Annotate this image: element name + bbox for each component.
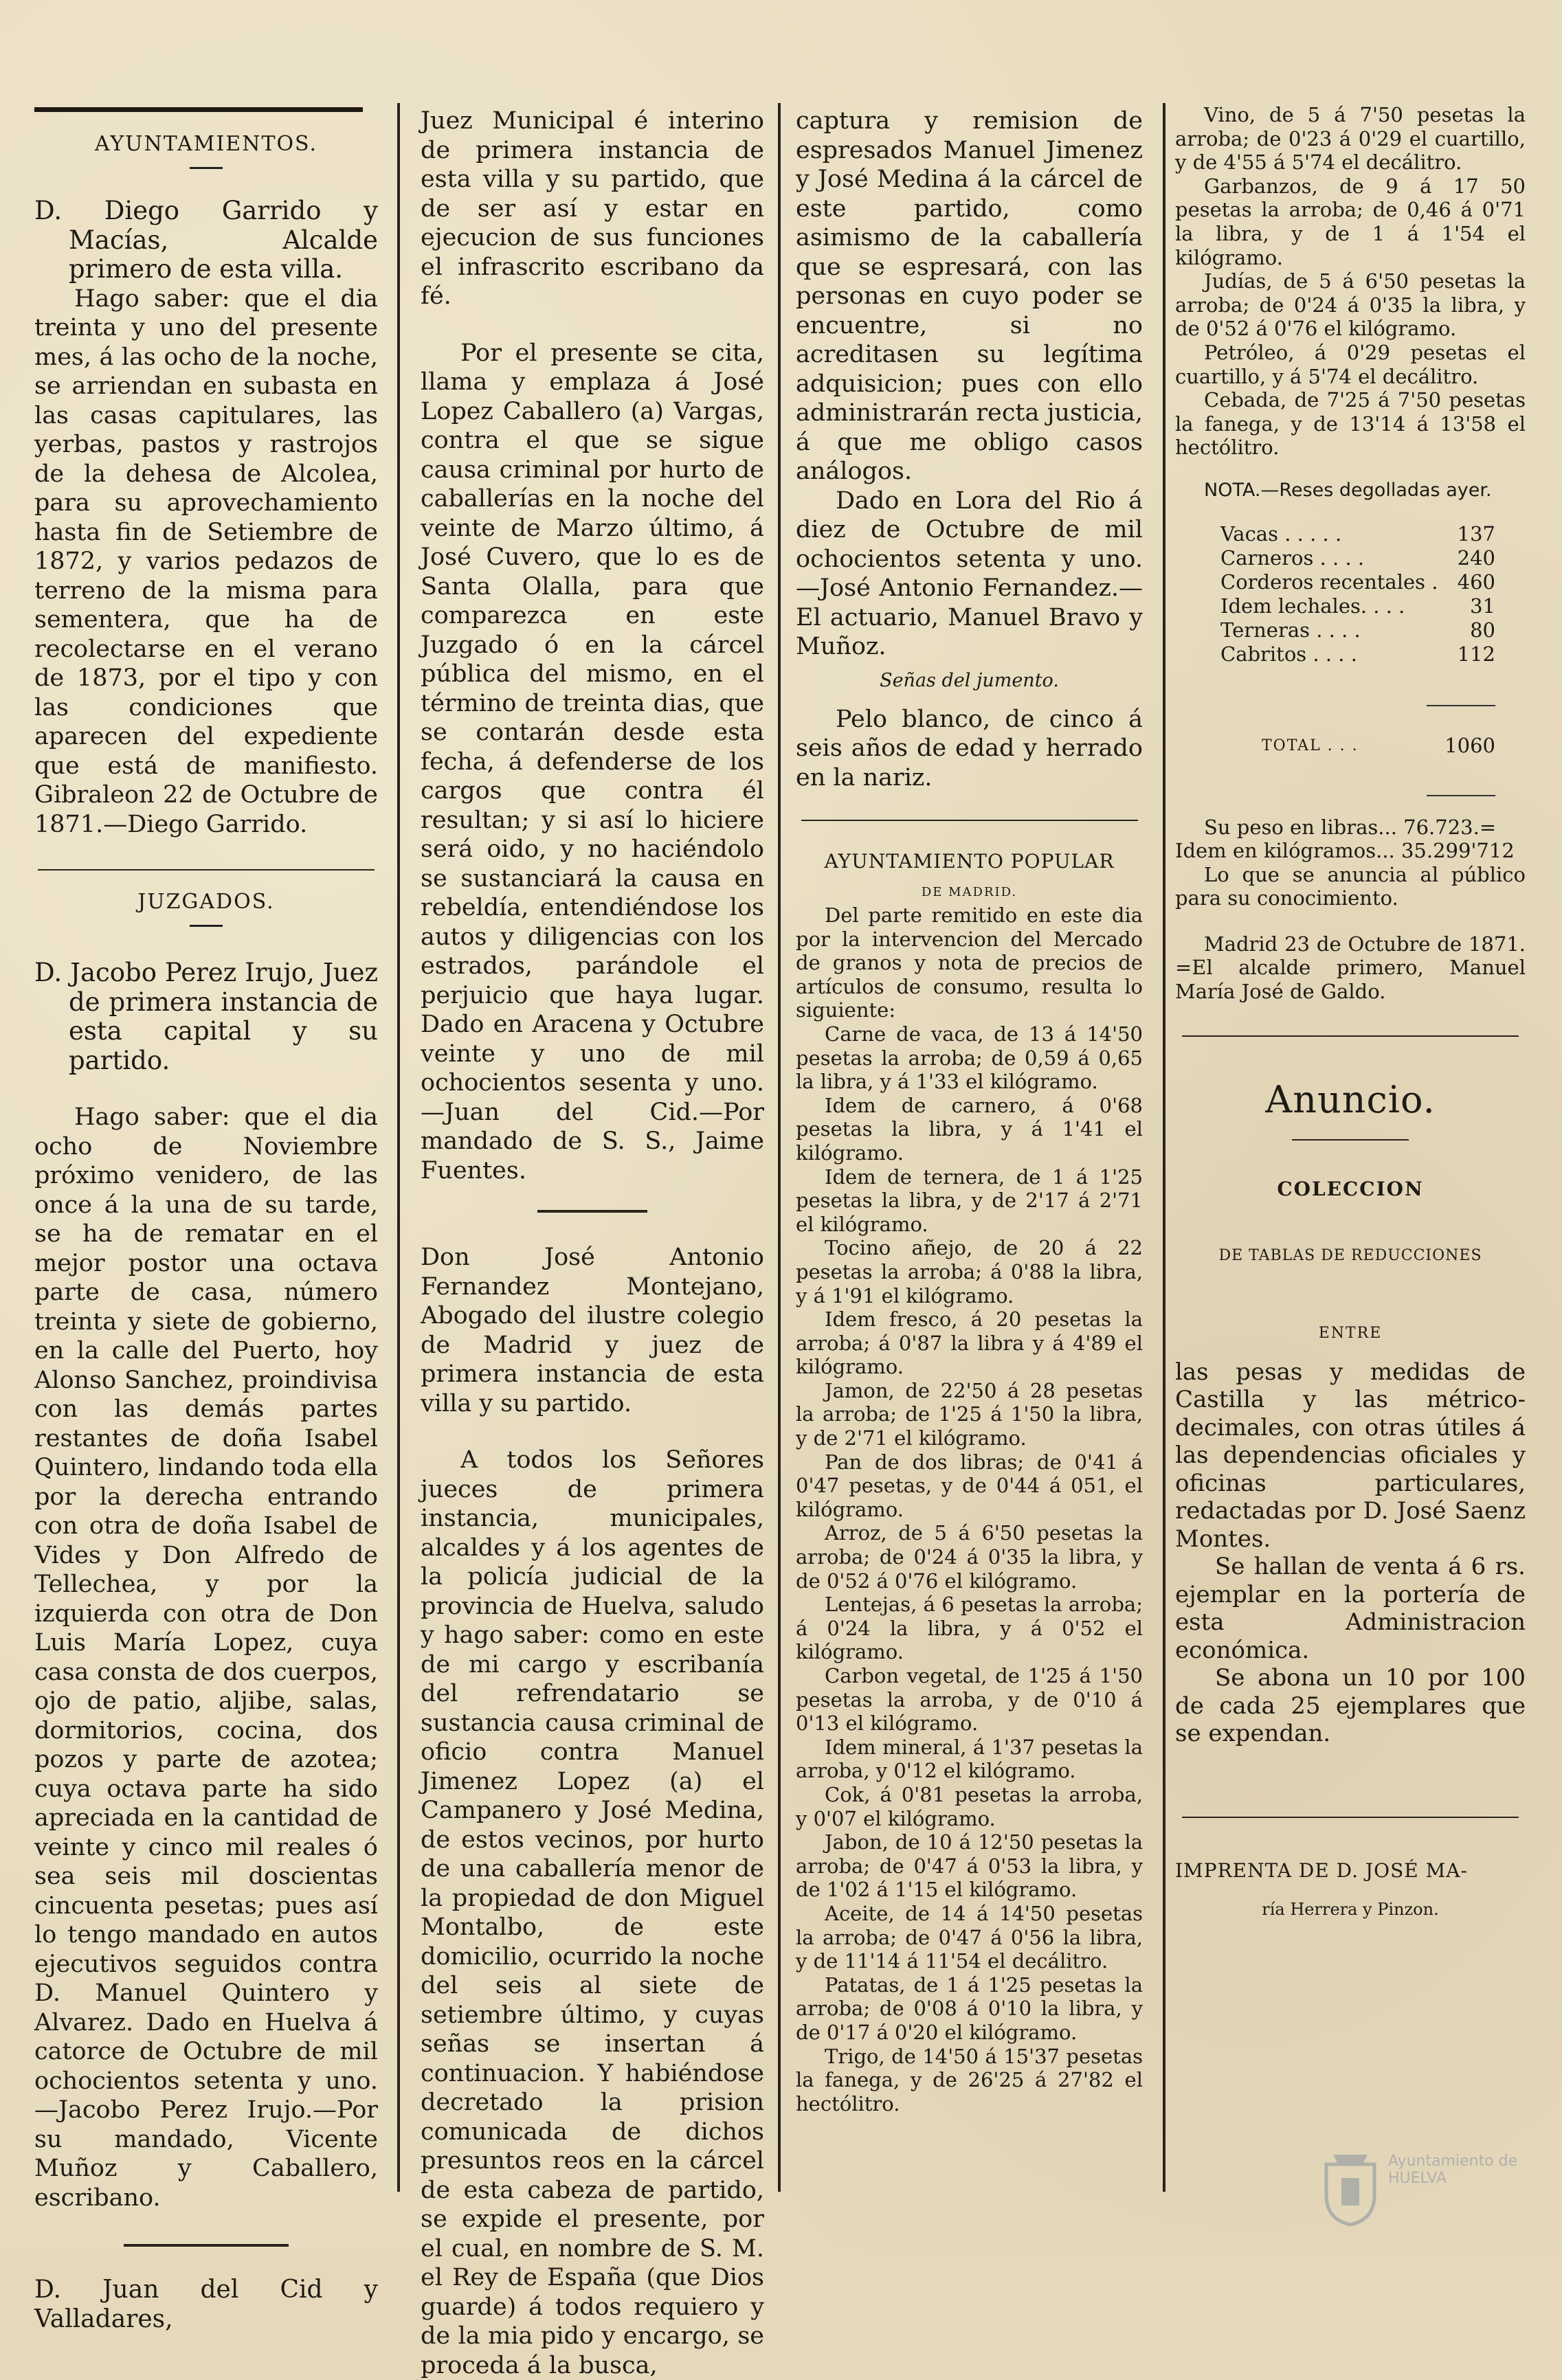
tables-label: DE TABLAS DE REDUCCIONES [1218, 1246, 1482, 1264]
heading-dash [190, 925, 223, 927]
notice-4-text: A todos los Señores jueces de primera instancia, municipales, alcaldes y á los agentes de la policía judicial de la provincia de Huelva, saludo y hago saber: como en este de mi cargo y escribanía del refrendatario se sustancia causa criminal de oficio contra Manuel Jimenez Lopez (a) el Campanero y José Medina, de estos vecinos, por hurto de una caballería menor de la propiedad de don Miguel Montalbo, de este domicilio, ocurrido la noche del seis al siete de setiembre último, y cuyas señas se insertan á continuacion. Y habiéndose decretado la prision comunicada de dichos presuntos reos en la cárcel de esta cabeza de partido, se expide el presente, por el cual, en nombre de S. M. el Rey de España (que Dios guarde) á todos requiero y de la mia pido y encargo, se proceda á la busca, [421, 1446, 764, 2379]
notice-4-signature: Dado en Lora del Rio á diez de Octubre de mil ochocientos setenta y uno.—José Antonio Fernandez.—El actuario, Manuel Bravo y Muñoz. [796, 486, 1143, 660]
madrid-signature: Madrid 23 de Octubre de 1871. =El alcalde primero, Manuel María José de Galdo. [1175, 932, 1526, 1004]
price-item: Tocino añejo, de 20 á 22 pesetas la arroba; á 0'88 la libra, y á 1'91 el kilógramo. [796, 1236, 1143, 1307]
row-value: 240 [1457, 546, 1495, 570]
signs-title: Señas del jumento. [880, 669, 1059, 691]
section-heading-ayuntamientos: AYUNTAMIENTOS. [94, 132, 318, 156]
row-value: 460 [1457, 570, 1495, 594]
price-item: Idem fresco, á 20 pesetas la arroba; á 0'87 la libra y á 4'89 el kilógramo. [796, 1307, 1143, 1379]
separator-rule [537, 1210, 647, 1213]
slaughter-note: NOTA.—Reses degolladas ayer. [1204, 479, 1492, 501]
price-item: Vino, de 5 á 7'50 pesetas la arroba; de 0'23 á 0'29 el cuartillo, y de 4'55 á 5'74 el decálitro. [1175, 103, 1526, 175]
public-notice: Lo que se anuncia al público para su conocimiento. [1175, 862, 1526, 910]
price-item: Jabon, de 10 á 12'50 pesetas la arroba; de 0'47 á 0'53 la libra, y de 1'02 á 1'15 el kilógramo. [796, 1830, 1143, 1902]
advertisement-text: las pesas y medidas de Castilla y las métrico-decimales, con otras útiles á las dependencias oficiales y oficinas particulares, redactadas por D. José Saenz Montes. [1175, 1358, 1526, 1553]
sum-rule [1427, 705, 1495, 706]
separator-rule [1182, 1035, 1519, 1037]
row-value: 137 [1457, 521, 1495, 546]
price-item: Aceite, de 14 á 14'50 pesetas la arroba; de 0'47 á 0'56 la libra, y de 11'14 á 11'54 el decálitro. [796, 1901, 1143, 1973]
notice-4-heading: Don José Antonio Fernandez Montejano, Abogado del ilustre colegio de Madrid y juez de primera instancia de esta villa y su partido. [421, 1244, 764, 1417]
advertisement-discount: Se abona un 10 por 100 de cada 25 ejemplares que se expendan. [1175, 1664, 1526, 1748]
collection-label: COLECCION [1277, 1177, 1424, 1200]
notice-2-text: Hago saber: que el dia ocho de Noviembre próximo venidero, de las once á la una de su tarde, se ha de rematar en el mejor postor una octava parte de casa, número treinta y siete de gobierno, en la calle del Puerto, hoy Alonso Sanchez, proindivisa con las demás partes restantes de doña Isabel Quintero, lindando toda ella por la derecha entrando con otra de doña Isabel de Vides y Don Alfredo de Tellechea, y por la izquierda con otra de Don Luis María Lopez, cuya casa consta de dos cuerpos, ojo de patio, aljibe, salas, dormitorios, cocina, dos pozos y parte de azotea; cuya octava parte ha sido apreciada en la cantidad de veinte y cinco mil reales ó sea seis mil doscientas cincuenta pesetas; pues así lo tengo mandado en autos ejecutivos seguidos contra D. Manuel Quintero y Alvarez. Dado en Huelva á catorce de Octubre de mil ochocientos setenta y uno.—Jacobo Perez Irujo.—Por su mandado, Vicente Muñoz y Caballero, escribano. [34, 1103, 378, 2212]
notice-4-continued: captura y remision de espresados Manuel Jimenez y José Medina á la cárcel de este partido, como asimismo de la caballería que se espresará, con las personas en cuyo poder se encuentre, si no acreditasen su legítima adquisicion; pues con ello administrarán recta justicia, á que me obligo casos análogos. [796, 107, 1143, 485]
advertisement-sale: Se hallan de venta á 6 rs. ejemplar en la portería de esta Administracion económica. [1175, 1553, 1526, 1664]
price-item: Pan de dos libras; de 0'41 á 0'47 pesetas, y de 0'44 á 051, el kilógramo. [796, 1450, 1143, 1521]
table-row [1220, 522, 1495, 546]
separator-rule [124, 2244, 289, 2247]
price-item: Lentejas, á 6 pesetas la arroba; á 0'24 la libra, y á 0'52 el kilógramo. [796, 1593, 1143, 1664]
citation-text: Por el presente se cita, llama y emplaza á José Lopez Caballero (a) Vargas, contra el que se sigue causa criminal por hurto de caballerías en la noche del veinte de Marzo último, á José Cuvero, que lo es de Santa Olalla, para que comparezca en este Juzgado ó en la cárcel pública del mismo, en el término de treinta dias, que se contarán desde esta fecha, á defenderse de los cargos que contra él resultan; y si así lo hiciere será oido, y no haciéndolo se sustanciará la causa en rebeldía, entendiéndose los autos y diligencias con los estrados, parándole el perjuicio que haya lugar. Dado en Aracena y Octubre veinte y uno de mil ochocientos sesenta y uno.—Juan del Cid.—Por mandado de S. S., Jaime Fuentes. [421, 339, 764, 1185]
notice-1-heading: D. Diego Garrido y Macías, Alcalde primero de esta villa. [34, 196, 378, 284]
weight-summary [1175, 816, 1526, 1004]
price-item: Garbanzos, de 9 á 17 50 pesetas la arroba; de 0,46 á 0'71 la libra, y de 1 á 1'54 el kilógramo. [1175, 174, 1526, 269]
price-item: Trigo, de 14'50 á 15'37 pesetas la fanega, y de 26'25 á 27'82 el hectólitro. [796, 2044, 1143, 2115]
sum-rule [1427, 795, 1495, 796]
market-report-continued [1175, 103, 1526, 460]
column-1 [34, 96, 378, 2334]
row-value: 80 [1470, 618, 1495, 642]
market-report [796, 903, 1143, 2115]
watermark-text: Ayuntamiento de HUELVA [1388, 2153, 1518, 2187]
notice-3-heading: D. Juan del Cid y Valladares, [34, 2276, 378, 2333]
row-label: Idem lechales. . . . [1220, 594, 1405, 618]
price-item: Carbon vegetal, de 1'25 á 1'50 pesetas la arroba, y de 0'10 á 0'13 el kilógramo. [796, 1664, 1143, 1736]
notice-3-continued: Juez Municipal é interino de primera instancia de esta villa y su partido, que de ser así y estar en ejecucion de sus funciones el infrascrito escribano da fé. [421, 107, 764, 310]
weight-kilograms: Idem en kilógramos... 35.299'712 [1175, 839, 1515, 863]
table-row [1220, 594, 1495, 618]
price-item: Jamon, de 22'50 á 28 pesetas la arroba; de 1'25 á 1'50 la libra, y de 2'71 el kilógramo. [796, 1378, 1143, 1450]
row-value: 112 [1457, 642, 1495, 666]
watermark-seal [1319, 2147, 1526, 2230]
total-value: 1060 [1444, 733, 1495, 757]
total-label: TOTAL . . . [1262, 737, 1359, 754]
column-4 [1175, 103, 1526, 1919]
column-2 [421, 106, 764, 2380]
coat-of-arms-icon [1319, 2151, 1381, 2226]
row-label: Cabritos . . . . [1220, 642, 1357, 666]
price-item: Cok, á 0'81 pesetas la arroba, y 0'07 el kilógramo. [796, 1782, 1143, 1830]
row-value: 31 [1470, 594, 1495, 618]
price-item: Cebada, de 7'25 á 7'50 pesetas la fanega, y de 13'14 á 13'58 el hectólitro. [1175, 388, 1526, 460]
column-divider [397, 103, 400, 2192]
price-item: Petróleo, á 0'29 pesetas el cuartillo, y á 5'74 el decálitro. [1175, 340, 1526, 388]
price-item: Idem de ternera, de 1 á 1'25 pesetas la libra, y de 2'17 á 2'71 el kilógramo. [796, 1165, 1143, 1236]
notice-2-heading: D. Jacobo Perez Irujo, Juez de primera instancia de esta capital y su partido. [34, 958, 378, 1075]
heading-dash [190, 167, 223, 169]
row-label: Corderos recentales . [1220, 570, 1438, 594]
price-item: Patatas, de 1 á 1'25 pesetas la arroba; de 0'08 á 0'10 la libra, y de 0'17 á 0'20 el kilógramo. [796, 1973, 1143, 2044]
section-heading-ayuntamiento-popular: AYUNTAMIENTO POPULAR [824, 850, 1115, 873]
printer-line-1: IMPRENTA DE D. JOSÉ MA- [1175, 1859, 1468, 1882]
advertisement-title: Anuncio. [1265, 1077, 1436, 1121]
price-item: Judías, de 5 á 6'50 pesetas la arroba; de 0'24 á 0'35 la libra, y de 0'52 á 0'76 el kilógramo. [1175, 269, 1526, 341]
market-intro: Del parte remitido en este dia por la intervencion del Mercado de granos y nota de precios de artículos de consumo, resulta lo siguiente: [796, 903, 1143, 1022]
section-heading-juzgados: JUZGADOS. [137, 890, 275, 914]
table-row [1220, 570, 1495, 594]
title-underline [1292, 1139, 1409, 1141]
price-item: Idem de carnero, á 0'68 pesetas la libra, y á 1'41 el kilógramo. [796, 1093, 1143, 1165]
row-label: Terneras . . . . [1220, 618, 1361, 642]
printer-line-2: ría Herrera y Pinzon. [1262, 1899, 1439, 1919]
table-row [1220, 642, 1495, 666]
price-item: Carne de vaca, de 13 á 14'50 pesetas la arroba; de 0,59 á 0,65 la libra, y á 1'33 el kilógramo. [796, 1022, 1143, 1094]
weight-pounds: Su peso en libras... 76.723.= [1204, 815, 1497, 839]
between-label: ENTRE [1318, 1324, 1383, 1342]
price-item: Arroz, de 5 á 6'50 pesetas la arroba; de 0'24 á 0'35 la libra, y de 0'52 á 0'76 el kilógramo. [796, 1521, 1143, 1593]
price-item: Idem mineral, á 1'37 pesetas la arroba, y 0'12 el kilógramo. [796, 1735, 1143, 1783]
separator-rule [38, 869, 375, 871]
column-3 [796, 106, 1143, 2115]
separator-rule [801, 820, 1138, 821]
notice-1-text: Hago saber: que el dia treinta y uno del presente mes, á las ocho de la noche, se arriendan en subasta en las casas capitulares, las yerbas, pastos y rastrojos de la dehesa de Alcolea, para su aprovechamiento hasta fin de Setiembre de 1872, y varios pedazos de terreno de la misma para sementera, que ha de recolectarse en el verano de 1873, por el tipo y con las condiciones que aparecen del expediente que está de manifiesto. Gibraleon 22 de Octubre de 1871.—Diego Garrido. [34, 284, 378, 838]
column-divider [778, 103, 781, 2192]
row-label: Carneros . . . . [1220, 546, 1365, 570]
signs-text: Pelo blanco, de cinco á seis años de edad y herrado en la nariz. [796, 705, 1143, 792]
table-row [1220, 618, 1495, 642]
slaughter-table [1220, 522, 1495, 796]
separator-rule [1182, 1817, 1519, 1818]
section-subheading-madrid: DE MADRID. [921, 885, 1018, 899]
row-label: Vacas . . . . . [1220, 521, 1342, 546]
table-row [1220, 546, 1495, 570]
column-divider [1163, 103, 1165, 2192]
total-row [1220, 734, 1495, 758]
